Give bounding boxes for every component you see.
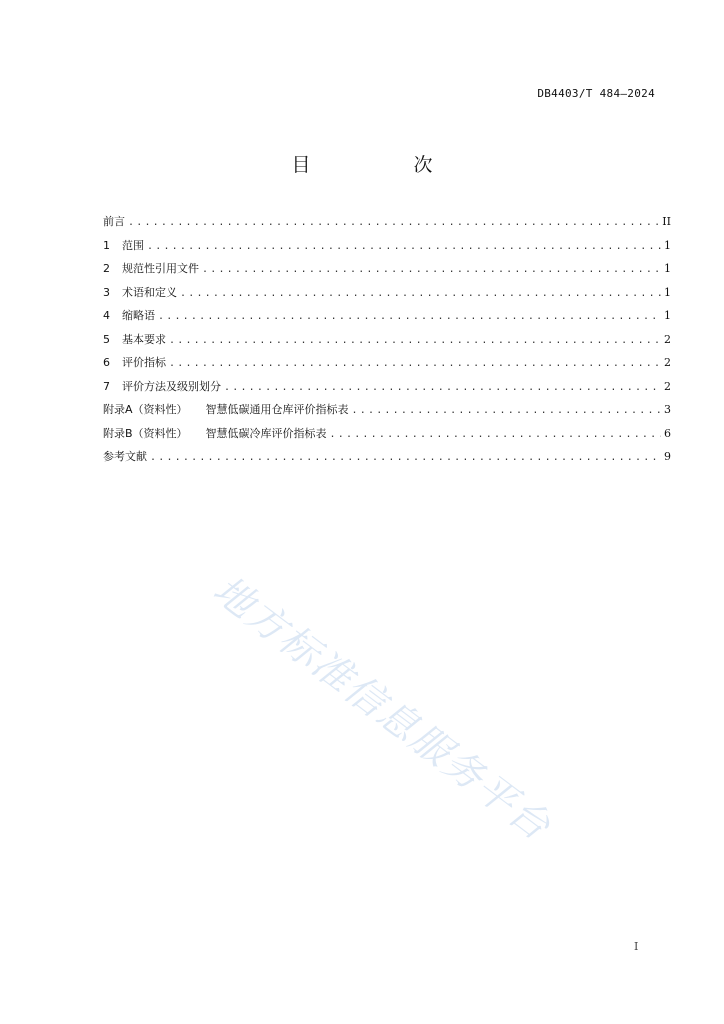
toc-entry-label: 智慧低碳冷库评价指标表 xyxy=(205,426,327,440)
toc-dot-leader xyxy=(202,264,661,275)
toc-entry-number: 7 xyxy=(103,379,110,393)
toc-dot-leader xyxy=(169,335,661,346)
toc-entry-appendix-a[interactable] xyxy=(103,401,671,425)
toc-entry-page: 9 xyxy=(664,450,671,463)
toc-dot-leader xyxy=(180,288,661,299)
toc-entry-appendix-b[interactable] xyxy=(103,425,671,449)
page-number: I xyxy=(634,940,639,953)
toc-dot-leader xyxy=(224,382,661,393)
toc-dot-leader xyxy=(150,452,661,463)
toc-entry-5[interactable] xyxy=(103,331,671,355)
toc-entry-label: 评价方法及级别划分 xyxy=(122,379,221,393)
toc-entry-3[interactable] xyxy=(103,284,671,308)
toc-dot-leader xyxy=(352,405,661,416)
document-code: DB4403/T 484—2024 xyxy=(537,87,655,100)
toc-entry-prefix: 附录A（资料性） xyxy=(103,403,188,416)
toc-entry-references[interactable] xyxy=(103,448,671,472)
toc-entry-label: 术语和定义 xyxy=(122,285,177,299)
toc-entry-page: 2 xyxy=(664,379,671,393)
toc-entry-number: 5 xyxy=(103,332,110,346)
watermark: 地方标准信息服务平台 xyxy=(204,567,560,851)
toc-entry-page: 2 xyxy=(664,356,671,369)
toc-entry-number: 4 xyxy=(103,309,110,322)
toc-entry-number: 3 xyxy=(103,285,110,299)
toc-entry-label: 基本要求 xyxy=(122,332,166,346)
toc-entry-page: 1 xyxy=(664,285,671,299)
toc-entry-label: 评价指标 xyxy=(122,356,166,369)
toc-dot-leader xyxy=(147,241,661,252)
toc-entry-number: 6 xyxy=(103,356,110,369)
toc-entry-page: 1 xyxy=(664,238,671,252)
toc-dot-leader xyxy=(158,311,661,322)
toc-entry-page: 1 xyxy=(664,262,671,275)
toc-entry-page: 3 xyxy=(664,403,671,416)
toc-entry-label: 范围 xyxy=(122,238,144,252)
toc-title: 目 次 xyxy=(291,154,475,176)
toc-entry-page: II xyxy=(662,215,671,228)
toc-entry-label: 参考文献 xyxy=(103,450,147,463)
toc-entry-label: 规范性引用文件 xyxy=(122,262,199,275)
toc-entry-label: 智慧低碳通用仓库评价指标表 xyxy=(205,403,349,416)
toc-dot-leader xyxy=(169,358,661,369)
toc-entry-prefix: 附录B（资料性） xyxy=(103,426,188,440)
toc-entry-number: 1 xyxy=(103,238,110,252)
toc-entry-2[interactable] xyxy=(103,260,671,284)
toc-entry-7[interactable] xyxy=(103,378,671,402)
toc-entry-page: 1 xyxy=(664,309,671,322)
toc-entry-4[interactable] xyxy=(103,307,671,331)
toc-dot-leader xyxy=(128,217,659,228)
toc-entry-6[interactable] xyxy=(103,354,671,378)
toc-entry-foreword[interactable] xyxy=(103,213,671,237)
toc-list xyxy=(103,213,671,472)
toc-dot-leader xyxy=(330,429,661,440)
toc-entry-page: 2 xyxy=(664,332,671,346)
toc-entry-label: 前言 xyxy=(103,215,125,228)
toc-entry-number: 2 xyxy=(103,262,110,275)
toc-entry-page: 6 xyxy=(664,426,671,440)
toc-entry-label: 缩略语 xyxy=(122,309,155,322)
toc-entry-1[interactable] xyxy=(103,237,671,261)
